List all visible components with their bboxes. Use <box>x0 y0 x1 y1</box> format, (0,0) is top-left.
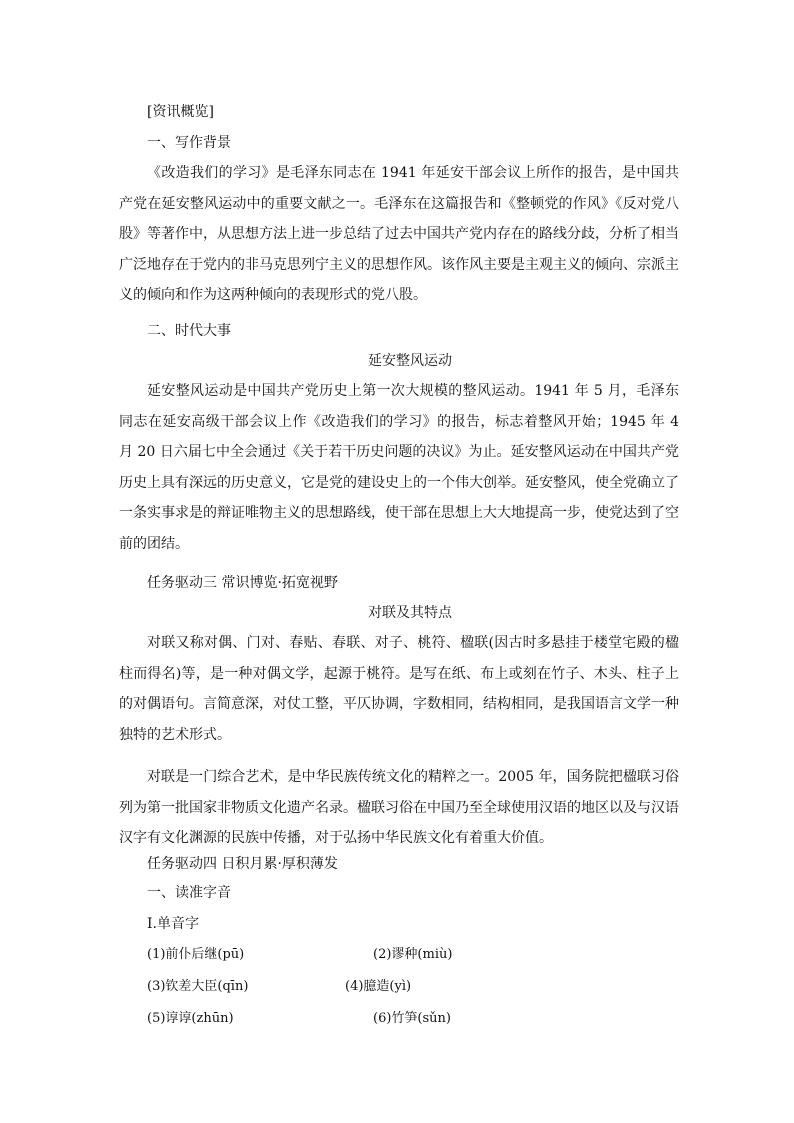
couplet-subtitle: 对联及其特点 <box>368 605 452 621</box>
couplet-paragraph-1: 对联又称对偶、门对、春贴、春联、对子、桃符、楹联(因古时多悬挂于楼堂宅殿的楹柱而得名)等，是一种对偶文学，起源于桃符。是写在纸、布上或刻在竹子、木头、柱子上的对偶语句。言简意深，对仗工整，平仄协调，字数相同，结构相同，是我国语言文学一种独特的艺术形式。 <box>119 635 679 743</box>
section-writing-background-title: 一、写作背景 <box>147 135 231 151</box>
word-item: (5)谆谆(zhūn) <box>147 1011 234 1026</box>
word-item: (4)臆造(yì) <box>345 979 412 994</box>
section-events-title: 二、时代大事 <box>147 323 231 339</box>
event-title: 延安整风运动 <box>368 353 452 369</box>
word-item: (3)钦差大臣(qīn) <box>147 979 249 994</box>
writing-background-paragraph: 《改造我们的学习》是毛泽东同志在 1941 年延安干部会议上所作的报告，是中国共产党在延安整风运动中的重要文献之一。毛泽东在这篇报告和《整顿党的作风》《反对党八股》等著作中，从思想方法上进一步总结了过去中国共产党内存在的路线分歧，分析了相当广泛地存在于党内的非马克思列宁主义的思想作风。该作风主要是主观主义的倾向、宗派主义的倾向和作为这两种倾向的表现形式的党八股。 <box>119 165 679 303</box>
task4-title: 任务驱动四 日积月累·厚积薄发 <box>147 856 338 872</box>
word-item: (2)谬种(miù) <box>373 947 453 962</box>
couplet-paragraph-2: 对联是一门综合艺术，是中华民族传统文化的精粹之一。2005 年，国务院把楹联习俗列为第一批国家非物质文化遗产名录。楹联习俗在中国乃至全球使用汉语的地区以及与汉语汉字有文化渊源的民族中传播，对于弘扬中华民族文化有着重大价值。 <box>119 769 679 846</box>
single-sound-subtitle: Ⅰ.单音字 <box>147 916 199 932</box>
overview-heading: [资讯概览] <box>147 104 214 120</box>
word-item: (6)竹笋(sǔn) <box>373 1011 451 1026</box>
pronunciation-section-title: 一、读准字音 <box>147 885 231 901</box>
task3-title: 任务驱动三 常识博览·拓宽视野 <box>147 575 338 591</box>
word-item: (1)前仆后继(pū) <box>147 947 245 962</box>
event-paragraph: 延安整风运动是中国共产党历史上第一次大规模的整风运动。1941 年 5 月，毛泽东同志在延安高级干部会议上作《改造我们的学习》的报告，标志着整风开始；1945 年 4 月 20 日六届七中全会通过《关于若干历史问题的决议》为止。延安整风运动在中国共产党历史上具有深远的历史意义，它是党的建设史上的一个伟大创举。延安整风，使全党确立了一条实事求是的辩证唯物主义的思想路线，使干部在思想上大大地提高一步，使党达到了空前的团结。 <box>119 383 679 552</box>
